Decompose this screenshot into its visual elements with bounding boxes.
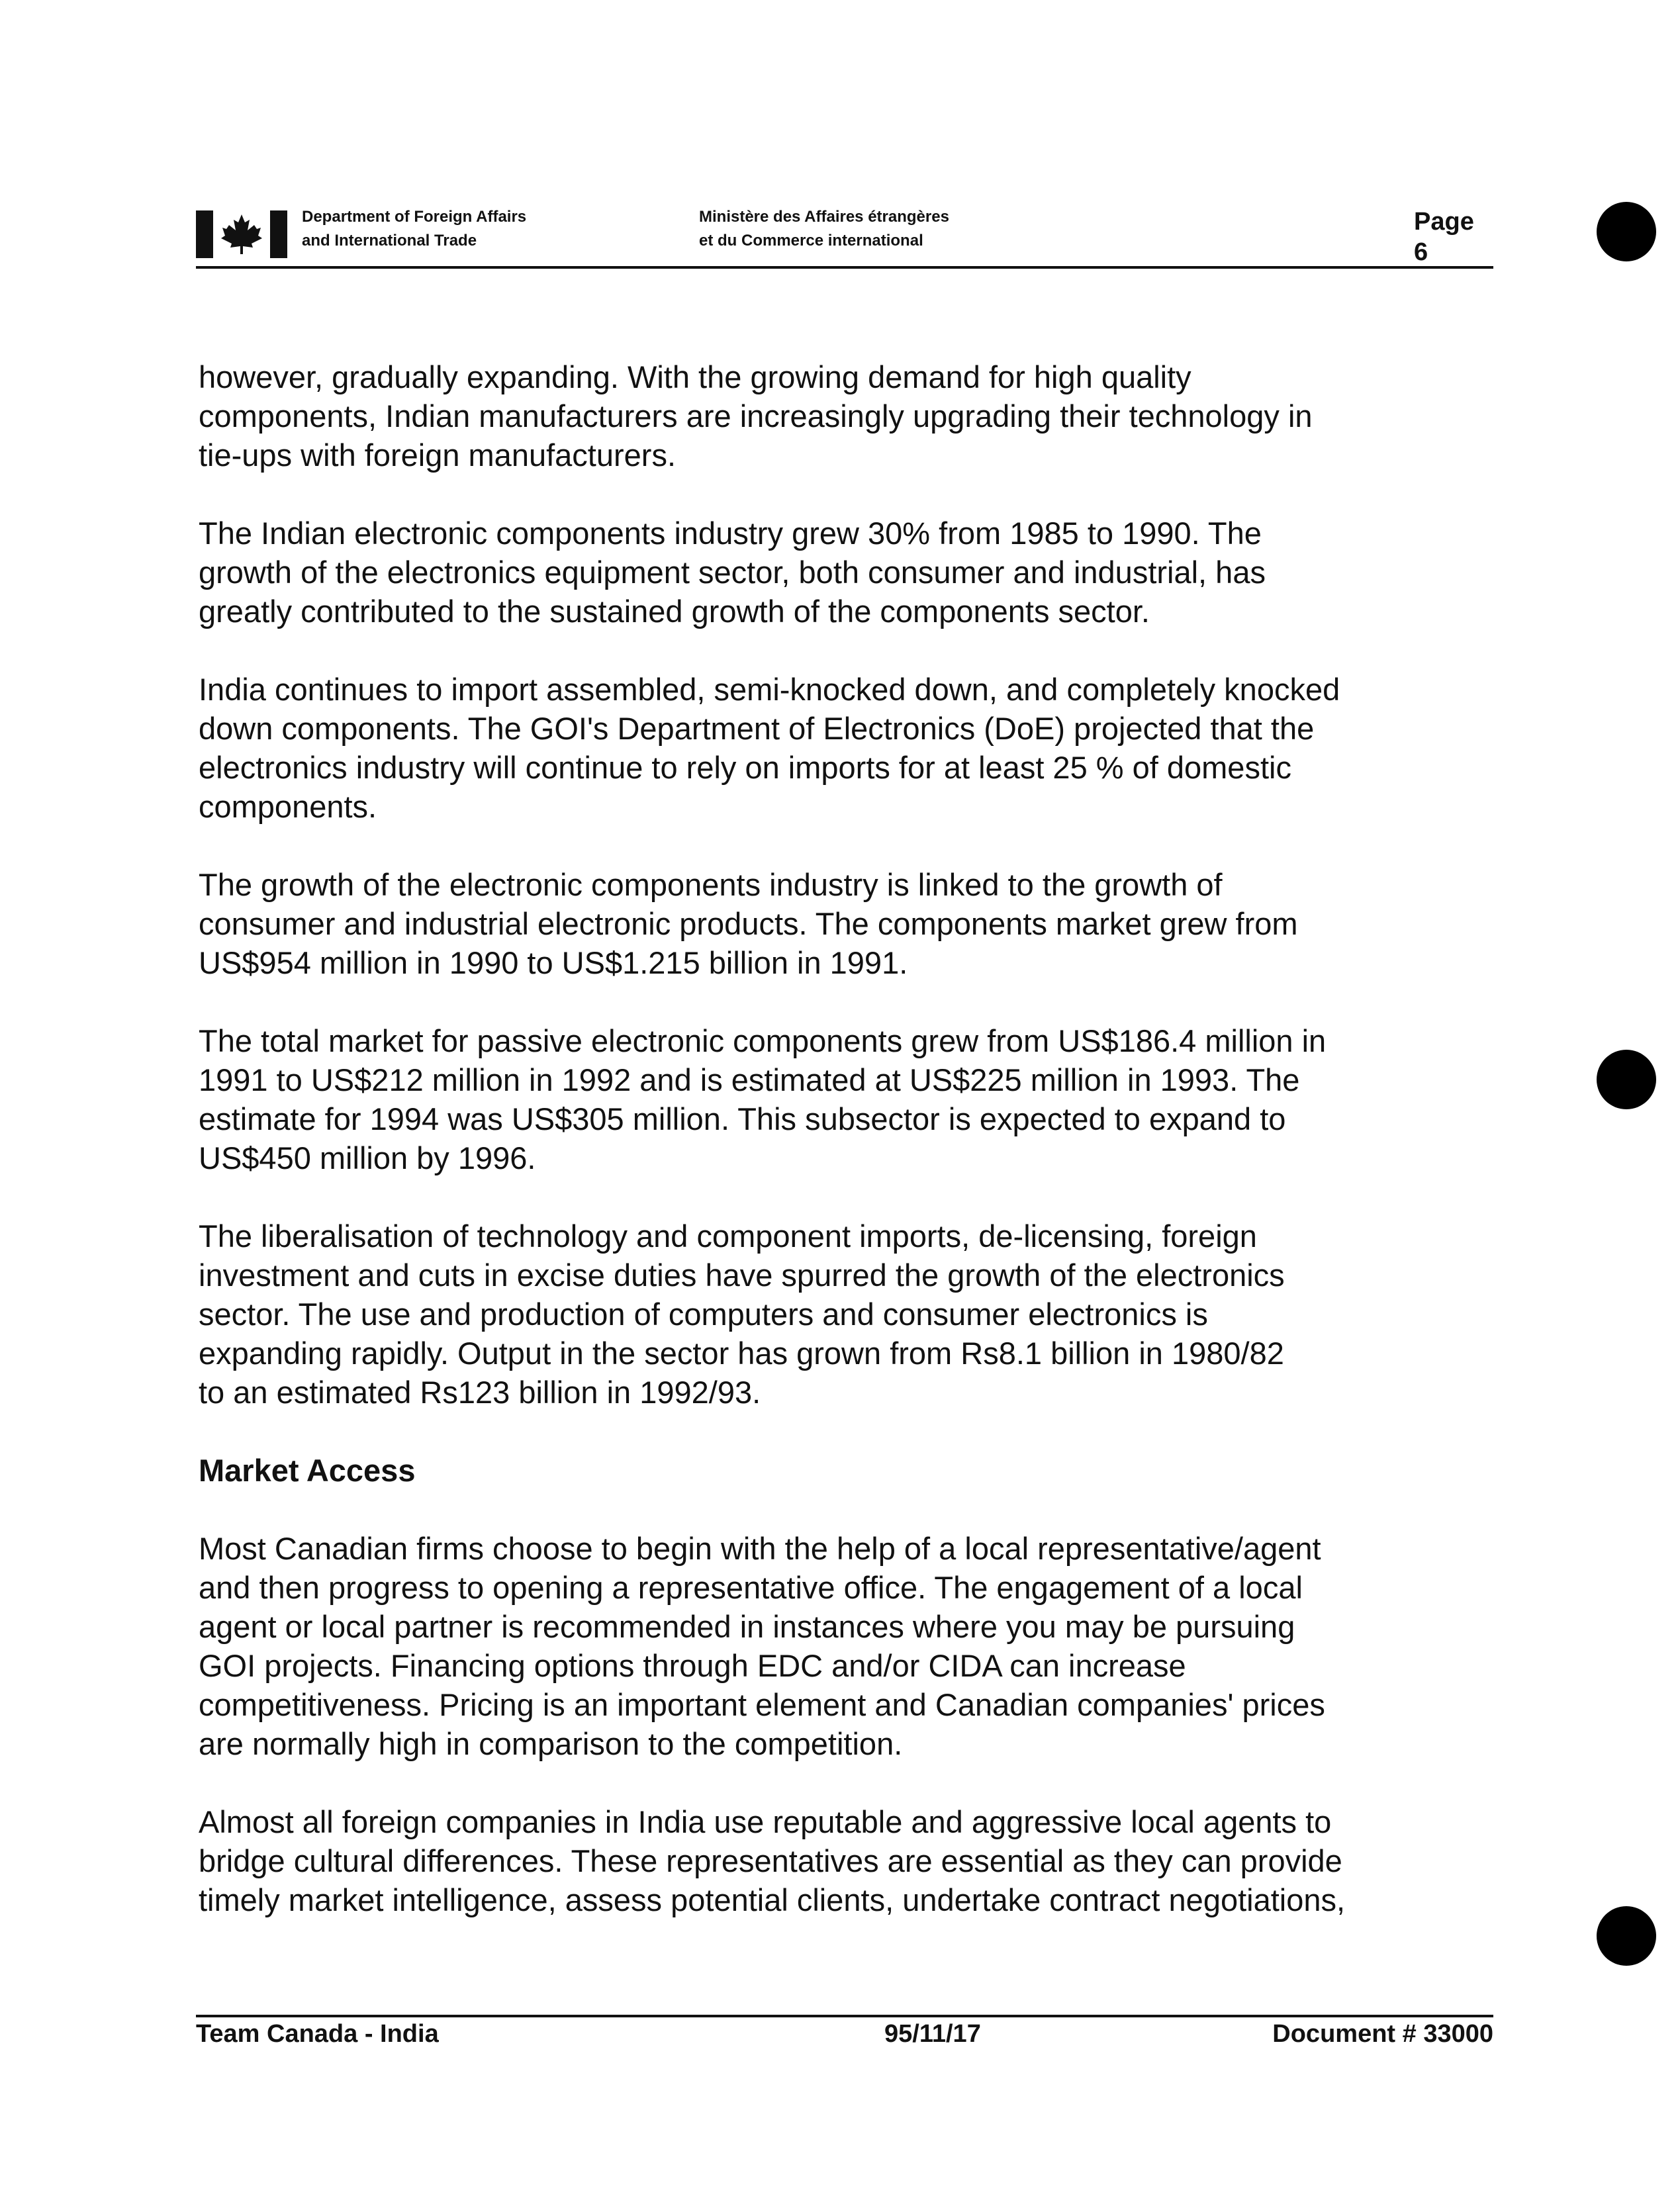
paragraph — [199, 1217, 1509, 1412]
text-line: 1991 to US$212 million in 1992 and is estimated at US$225 million in 1993. The — [199, 1062, 1300, 1097]
letterhead — [196, 205, 1493, 265]
page-number: Page 6 — [1414, 208, 1474, 266]
department-fr-line2: et du Commerce international — [699, 232, 923, 250]
footer-title: Team Canada - India — [196, 2020, 439, 2048]
canada-flag-logo — [196, 210, 287, 258]
paragraph — [199, 1802, 1509, 1919]
text-line: estimate for 1994 was US$305 million. This subsector is expected to expand to — [199, 1101, 1286, 1136]
text-line: components, Indian manufacturers are increasingly upgrading their technology in — [199, 398, 1313, 434]
text-line: growth of the electronics equipment sector, both consumer and industrial, has — [199, 555, 1266, 590]
text-line: sector. The use and production of computers and consumer electronics is — [199, 1297, 1208, 1332]
paragraph — [199, 357, 1509, 475]
text-line: The total market for passive electronic components grew from US$186.4 million in — [199, 1023, 1327, 1058]
text-line: Almost all foreign companies in India use reputable and aggressive local agents to — [199, 1804, 1332, 1839]
department-en-line2: and International Trade — [302, 232, 477, 250]
text-line: investment and cuts in excise duties have spurred the growth of the electronics — [199, 1258, 1285, 1293]
text-line: Most Canadian firms choose to begin with the help of a local representative/agent — [199, 1531, 1321, 1566]
text-line: greatly contributed to the sustained growth of the components sector. — [199, 594, 1150, 629]
binder-hole — [1597, 1050, 1656, 1109]
text-line: US$954 million in 1990 to US$1.215 billion in 1991. — [199, 945, 908, 980]
text-line: electronics industry will continue to rely on imports for at least 25 % of domestic — [199, 750, 1291, 785]
text-line: bridge cultural differences. These representatives are essential as they can provide — [199, 1843, 1342, 1878]
footer-date: 95/11/17 — [884, 2020, 981, 2048]
text-line: down components. The GOI's Department of Electronics (DoE) projected that the — [199, 711, 1315, 746]
text-line: components. — [199, 789, 377, 824]
header-divider — [196, 266, 1493, 269]
text-line: The growth of the electronic components industry is linked to the growth of — [199, 867, 1223, 902]
paragraph — [199, 865, 1509, 982]
text-line: The Indian electronic components industry grew 30% from 1985 to 1990. The — [199, 516, 1262, 551]
text-line: agent or local partner is recommended in instances where you may be pursuing — [199, 1609, 1295, 1644]
paragraph — [199, 1021, 1509, 1177]
text-line: The liberalisation of technology and component imports, de-licensing, foreign — [199, 1218, 1257, 1254]
binder-hole — [1597, 1906, 1656, 1966]
text-line: GOI projects. Financing options through EDC and/or CIDA can increase — [199, 1648, 1186, 1683]
text-line: timely market intelligence, assess potential clients, undertake contract negotiations, — [199, 1882, 1346, 1917]
text-line: US$450 million by 1996. — [199, 1140, 536, 1175]
footer — [196, 2019, 1493, 2052]
paragraph — [199, 670, 1509, 826]
binder-hole — [1597, 202, 1656, 261]
footer-document-number: Document # 33000 — [1272, 2020, 1493, 2048]
text-line: to an estimated Rs123 billion in 1992/93. — [199, 1375, 761, 1410]
maple-leaf-icon — [220, 213, 263, 255]
text-line: consumer and industrial electronic products. The components market grew from — [199, 906, 1298, 941]
footer-divider — [196, 2015, 1493, 2017]
text-line: India continues to import assembled, semi-knocked down, and completely knocked — [199, 672, 1340, 707]
text-line: are normally high in comparison to the competition. — [199, 1726, 903, 1761]
department-name-french — [699, 205, 949, 253]
paragraph — [199, 514, 1509, 631]
department-name-english — [302, 205, 526, 253]
text-line: however, gradually expanding. With the growing demand for high quality — [199, 359, 1191, 394]
text-line: expanding rapidly. Output in the sector has grown from Rs8.1 billion in 1980/82 — [199, 1336, 1284, 1371]
flag-left-bar — [196, 210, 213, 258]
text-line: competitiveness. Pricing is an important element and Canadian companies' prices — [199, 1687, 1325, 1722]
section-heading: Market Access — [199, 1453, 416, 1488]
text-line: tie-ups with foreign manufacturers. — [199, 437, 676, 473]
department-en-line1: Department of Foreign Affairs — [302, 208, 527, 226]
document-body — [199, 357, 1509, 1958]
department-fr-line1: Ministère des Affaires étrangères — [699, 208, 949, 226]
text-line: and then progress to opening a representative office. The engagement of a local — [199, 1570, 1303, 1605]
paragraph — [199, 1529, 1509, 1763]
flag-right-bar — [270, 210, 287, 258]
